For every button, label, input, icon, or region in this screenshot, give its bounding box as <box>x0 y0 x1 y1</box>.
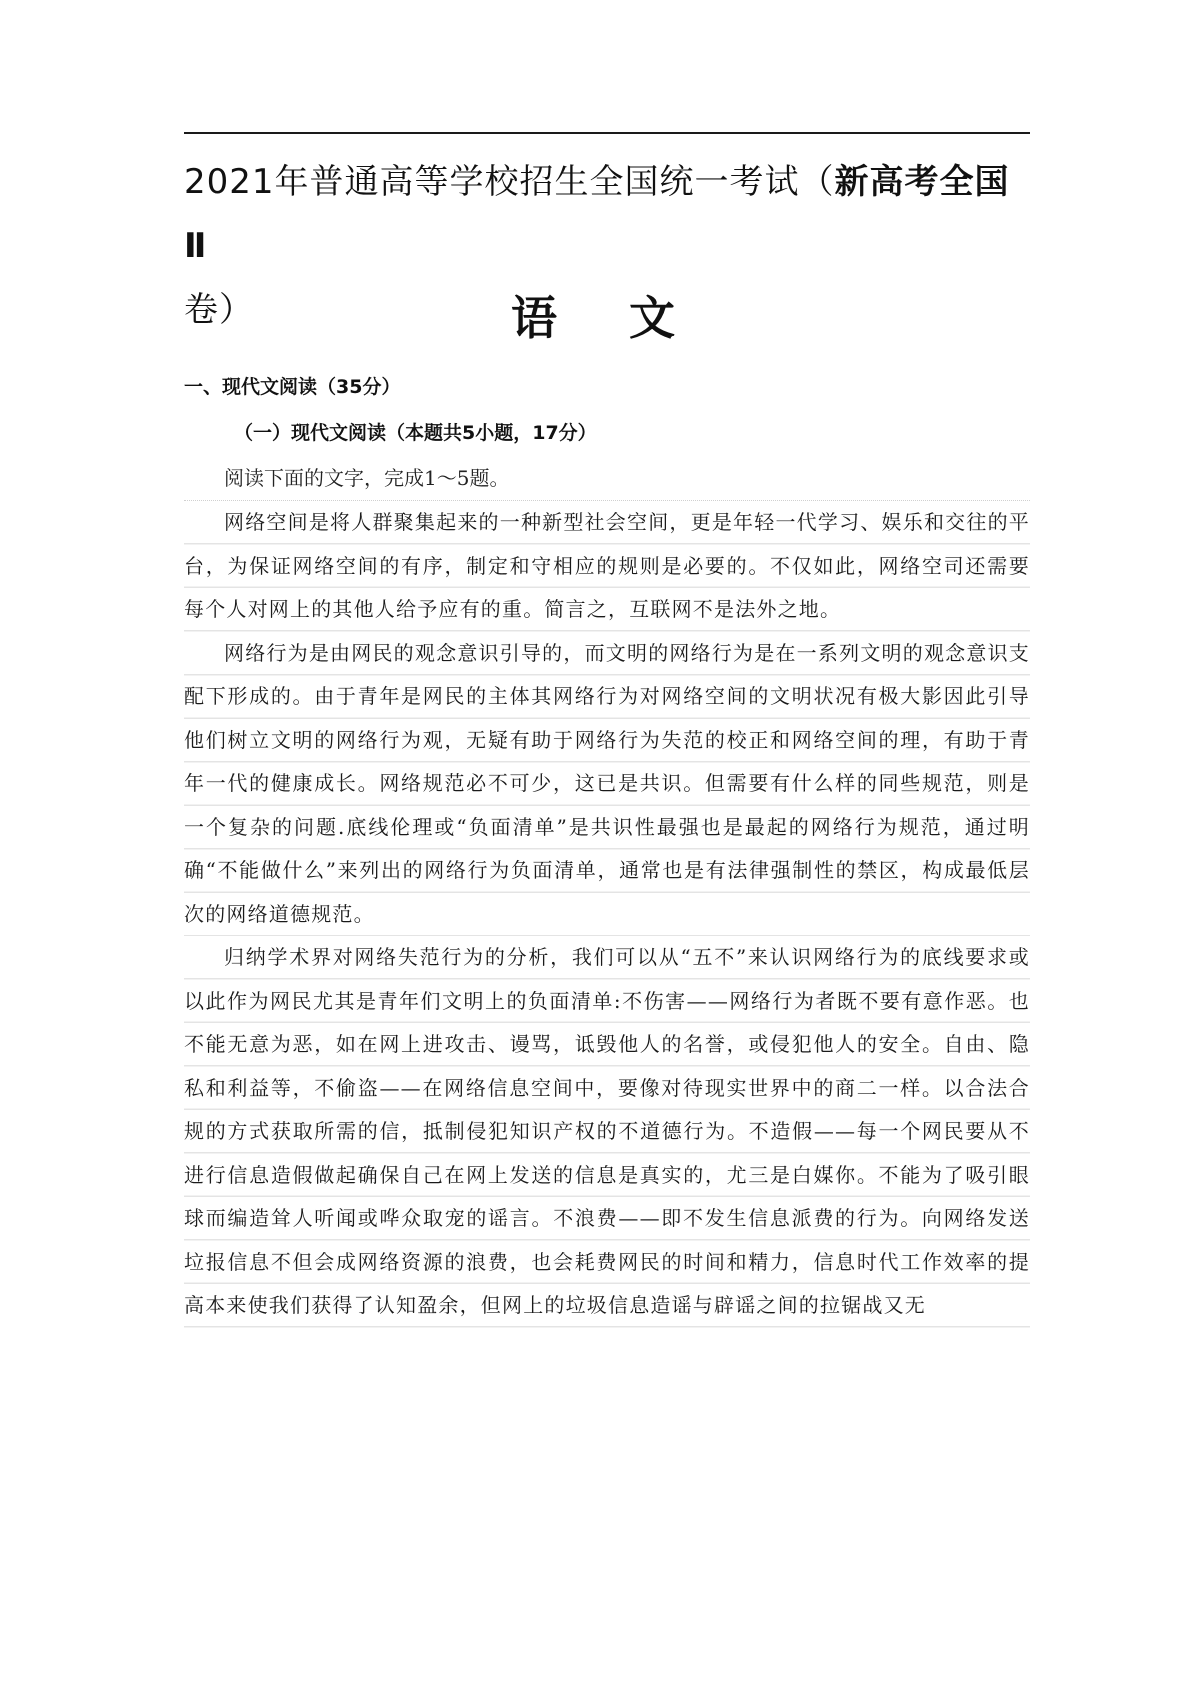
passage-paragraph-2: 网络行为是由网民的观念意识引导的，而文明的网络行为是在一系列文明的观念意识支配下形成的。由于青年是网民的主体其网络行为对网络空间的文明状况有极大影因此引导他们树立文明的网络行为观，无疑有助于网络行为失范的校正和网络空间的理，有助于青年一代的健康成长。网络规范必不可少，这已是共识。但需要有什么样的同些规范，则是一个复杂的问题.底线伦理或“负面清单”是共识性最强也是最起的网络行为规范，通过明确“不能做什么”来列出的网络行为负面清单，通常也是有法律强制性的禁区，构成最低层次的网络道德规范。 <box>184 632 1030 937</box>
header-rule <box>184 132 1030 134</box>
passage-paragraph-3: 归纳学术界对网络失范行为的分析，我们可以从“五不”来认识网络行为的底线要求或以此作为网民尤其是青年们文明上的负面清单:不伤害——网络行为者既不要有意作恶。也不能无意为恶，如在网上进攻击、谩骂，诋毁他人的名誉，或侵犯他人的安全。自由、隐私和利益等，不偷盗——在网络信息空间中，要像对待现实世界中的商二一样。以合法合规的方式获取所需的信，抵制侵犯知识产权的不道德行为。不造假——每一个网民要从不进行信息造假做起确保自己在网上发送的信息是真实的，尤三是白媒你。不能为了吸引眼球而编造耸人听闻或哗众取宠的谣言。不浪费——即不发生信息派费的行为。向网络发送垃报信息不但会成网络资源的浪费，也会耗费网民的时间和精力，信息时代工作效率的提高本来使我们获得了认知盈余，但网上的垃圾信息造谣与辟谣之间的拉锯战又无 <box>184 936 1030 1328</box>
subject-title: 语 文 <box>510 291 703 345</box>
exam-title-end: 卷） <box>184 290 254 330</box>
reading-passage <box>184 501 1030 1328</box>
sub-section-heading: （一）现代文阅读（本题共5小题，17分） <box>234 422 597 444</box>
section-heading: 一、现代文阅读（35分） <box>184 376 401 398</box>
passage-paragraph-1: 网络空间是将人群聚集起来的一种新型社会空间，更是年轻一代学习、娱乐和交往的平台，为保证网络空间的有序，制定和守相应的规则是必要的。不仅如此，网络空司还需要每个人对网上的其他人给予应有的重。简言之，互联网不是法外之地。 <box>184 501 1030 632</box>
reading-instruction: 阅读下面的文字，完成1～5题。 <box>224 466 510 490</box>
exam-title-normal: 2021年普通高等学校招生全国统一考试（ <box>184 162 835 202</box>
exam-title-bold: 新高考全国Ⅱ <box>184 162 1010 266</box>
